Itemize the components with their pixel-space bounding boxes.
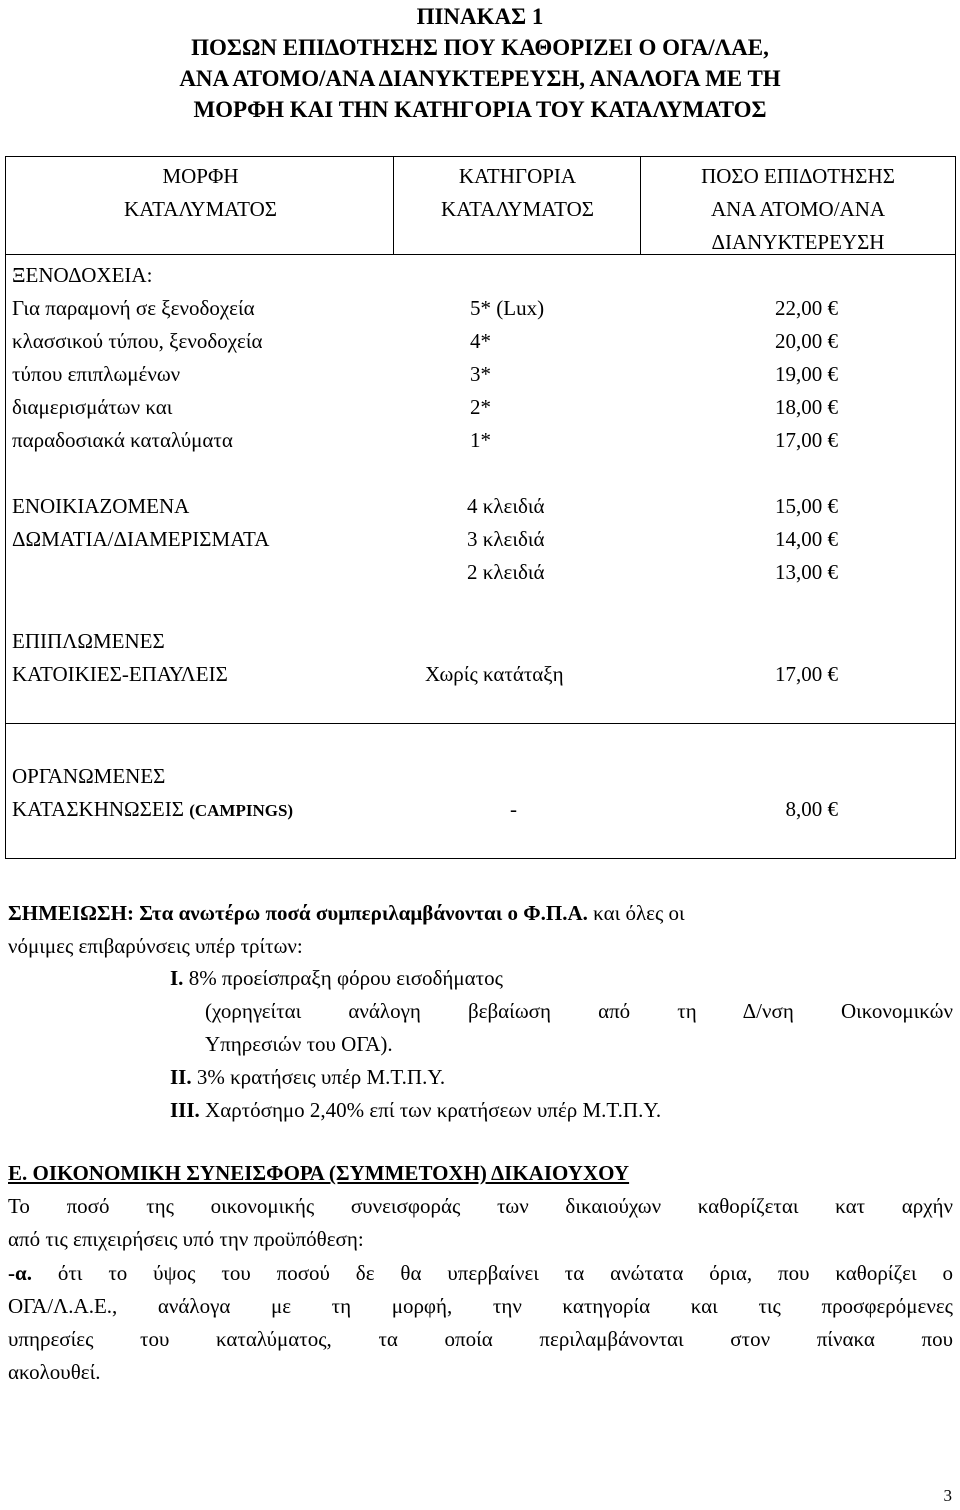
table-column-divider-2 (640, 156, 641, 254)
note-item-2-text: 3% κρατήσεις υπέρ Μ.Τ.Π.Υ. (191, 1065, 446, 1089)
rooms-category: 3 κλειδιά (467, 527, 545, 551)
campings-desc-line-2 (12, 793, 293, 827)
header-category-line-1: ΚΑΤΗΓΟΡΙΑ (458, 164, 577, 188)
note-line-1 (8, 897, 953, 930)
rooms-amount: 14,00 € (775, 527, 838, 551)
header-form-line-2: ΚΑΤΑΛΥΜΑΤΟΣ (124, 197, 277, 221)
villas-category: Χωρίς κατάταξη (425, 662, 564, 686)
note-item-3 (170, 1094, 960, 1127)
hotels-amount: 19,00 € (775, 362, 838, 386)
hotels-desc-line: παραδοσιακά καταλύματα (12, 428, 233, 452)
note-item-1 (170, 962, 960, 995)
note-line-2: νόμιμες επιβαρύνσεις υπέρ τρίτων: (8, 934, 303, 958)
rooms-desc-line: ΔΩΜΑΤΙΑ/ΔΙΑΜΕΡΙΣΜΑΤΑ (12, 527, 270, 551)
hotels-category: 3* (470, 362, 491, 386)
header-amount-line-2: ΑΝΑ ΑΤΟΜΟ/ΑΝΑ (710, 197, 886, 221)
hotels-amount: 20,00 € (775, 329, 838, 353)
hotels-category: 4* (470, 329, 491, 353)
hotels-amount: 18,00 € (775, 395, 838, 419)
section-e-p1-line-2: από τις επιχειρήσεις υπό την προϋπόθεση: (8, 1227, 364, 1251)
hotels-category: 1* (470, 428, 491, 452)
section-e-p2-line-1 (8, 1257, 953, 1290)
section-e-p2-label: -α. (8, 1261, 32, 1285)
note-item-1-number: Ι. (170, 966, 184, 990)
note-item-2 (170, 1061, 960, 1094)
note-item-1-sub-2: Υπηρεσιών του ΟΓΑ). (205, 1032, 393, 1056)
document-subtitle-line-2: ΑΝΑ ΑΤΟΜΟ/ΑΝΑ ΔΙΑΝΥΚΤΕΡΕΥΣΗ, ΑΝΑΛΟΓΑ ΜΕ ΤΗ (179, 66, 781, 91)
campings-amount: 8,00 € (785, 797, 838, 821)
page-number: 3 (943, 1486, 952, 1505)
villas-desc-line: ΕΠΙΠΛΩΜΕΝΕΣ (12, 629, 165, 653)
campings-desc-line-1: ΟΡΓΑΝΩΜΕΝΕΣ (12, 764, 166, 788)
hotels-desc-line: τύπου επιπλωμένων (12, 362, 181, 386)
header-amount-line-1: ΠΟΣΟ ΕΠΙΔΟΤΗΣΗΣ (701, 164, 895, 188)
section-e-p2-line-3: υπηρεσίες του καταλύματος, τα οποία περιλαμβάνονται στον πίνακα που (8, 1327, 953, 1351)
note-item-2-number: ΙΙ. (170, 1065, 192, 1089)
section-e-p2-line-2: ΟΓΑ/Λ.Α.Ε., ανάλογα με τη μορφή, την κατηγορία και τις προσφερόμενες (8, 1294, 953, 1318)
table-row-divider (5, 723, 956, 724)
document-title: ΠΙΝΑΚΑΣ 1 (416, 4, 544, 29)
rooms-desc-line: ΕΝΟΙΚΙΑΖΟΜΕΝΑ (12, 494, 190, 518)
campings-desc-text: ΚΑΤΑΣΚΗΝΩΣΕΙΣ (12, 797, 184, 821)
note-item-3-text: Χαρτόσημο 2,40% επί των κρατήσεων υπέρ Μ.Τ.Π.Υ. (199, 1098, 662, 1122)
section-e-p1-line-1: Το ποσό της οικονομικής συνεισφοράς των δικαιούχων καθορίζεται κατ αρχήν (8, 1194, 953, 1218)
hotels-desc-line: ΞΕΝΟΔΟΧΕΙΑ: (12, 263, 153, 287)
header-amount-line-3: ΔΙΑΝΥΚΤΕΡΕΥΣΗ (711, 230, 885, 254)
rooms-category: 2 κλειδιά (467, 560, 545, 584)
hotels-amount: 22,00 € (775, 296, 838, 320)
campings-category: - (510, 797, 517, 821)
section-e-p2-line-4: ακολουθεί. (8, 1360, 101, 1384)
section-e-p2-text: ότι το ύψος του ποσού δε θα υπερβαίνει τα ανώτατα όρια, που καθορίζει ο (31, 1261, 953, 1285)
note-bold: ΣΗΜΕΙΩΣΗ: Στα ανωτέρω ποσά συμπεριλαμβάνονται ο Φ.Π.Α. (8, 901, 588, 925)
document-subtitle-line-1: ΠΟΣΩΝ ΕΠΙΔΟΤΗΣΗΣ ΠΟΥ ΚΑΘΟΡΙΖΕΙ Ο ΟΓΑ/ΛΑΕ, (191, 35, 769, 60)
hotels-category: 2* (470, 395, 491, 419)
villas-desc-line: ΚΑΤΟΙΚΙΕΣ-ΕΠΑΥΛΕΙΣ (12, 662, 228, 686)
campings-suffix: (CAMPINGS) (189, 801, 294, 820)
hotels-desc-line: Για παραμονή σε ξενοδοχεία (12, 296, 255, 320)
hotels-desc-line: διαμερισμάτων και (12, 395, 173, 419)
table-column-divider-1 (393, 156, 394, 254)
hotels-category: 5* (Lux) (470, 296, 545, 320)
hotels-desc-line: κλασσικού τύπου, ξενοδοχεία (12, 329, 263, 353)
note-item-1-text: 8% προείσπραξη φόρου εισοδήματος (183, 966, 503, 990)
rooms-amount: 15,00 € (775, 494, 838, 518)
header-category-line-2: ΚΑΤΑΛΥΜΑΤΟΣ (441, 197, 594, 221)
note-rest: και όλες οι (587, 901, 685, 925)
header-form-line-1: ΜΟΡΦΗ (162, 164, 239, 188)
rooms-category: 4 κλειδιά (467, 494, 545, 518)
villas-amount: 17,00 € (775, 662, 838, 686)
section-e-heading: Ε. ΟΙΚΟΝΟΜΙΚΗ ΣΥΝΕΙΣΦΟΡΑ (ΣΥΜΜΕΤΟΧΗ) ΔΙΚΑΙΟΥΧΟΥ (8, 1161, 630, 1185)
note-item-3-number: ΙΙΙ. (170, 1098, 200, 1122)
document-subtitle-line-3: ΜΟΡΦΗ ΚΑΙ ΤΗΝ ΚΑΤΗΓΟΡΙΑ ΤΟΥ ΚΑΤΑΛΥΜΑΤΟΣ (193, 97, 767, 122)
hotels-amount: 17,00 € (775, 428, 838, 452)
rooms-amount: 13,00 € (775, 560, 838, 584)
note-item-1-sub-1: (χορηγείται ανάλογη βεβαίωση από τη Δ/νση Οικονομικών (205, 999, 953, 1023)
